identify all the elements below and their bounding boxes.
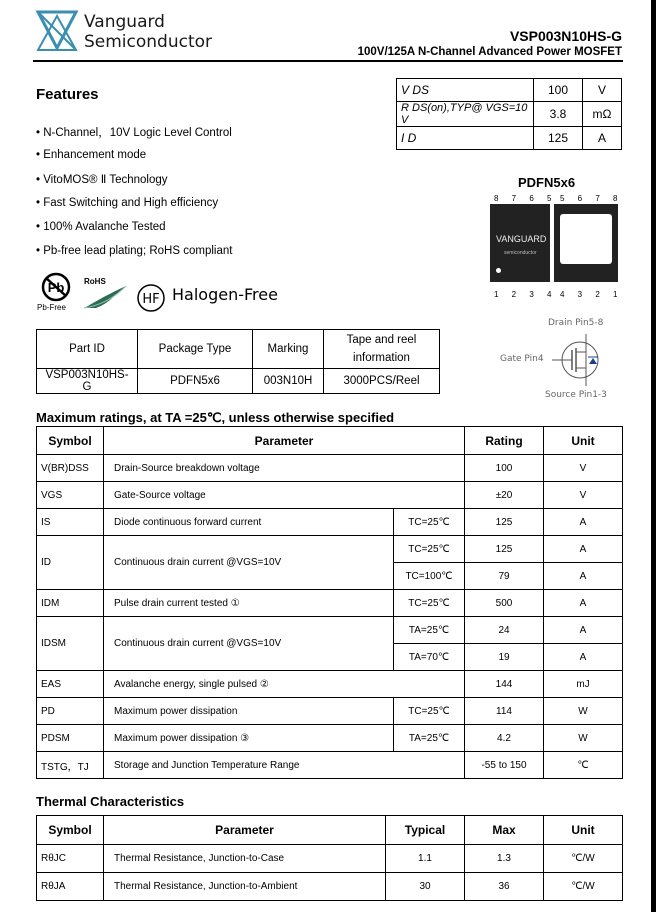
feature-item: • Fast Switching and High efficiency: [36, 197, 219, 209]
parameter: Continuous drain current @VGS=10V: [104, 536, 394, 590]
col-header: Package Type: [138, 330, 253, 369]
svg-text:Pb: Pb: [47, 280, 65, 295]
package-pins-bottom-left: 1 2 3 4: [494, 290, 557, 299]
cell: PDFN5x6: [138, 369, 253, 394]
table-row: [37, 698, 623, 725]
package-pins-bottom-right: 4 3 2 1: [560, 290, 623, 299]
thermal-header-row: [37, 816, 623, 845]
drain-label: Drain Pin5-8: [548, 318, 604, 328]
feature-item: • N-Channel，10V Logic Level Control: [36, 127, 232, 139]
spec-row: [397, 102, 622, 127]
spec-value: 100: [534, 79, 583, 102]
unit: ℃/W: [544, 845, 623, 873]
unit: W: [544, 698, 623, 725]
table-row: [37, 509, 623, 536]
halogen-free-label: Halogen-Free: [172, 285, 278, 304]
col-header: Max: [465, 816, 544, 845]
condition: TC=25℃: [394, 590, 465, 617]
part-description: 100V/125A N-Channel Advanced Power MOSFET: [357, 46, 622, 58]
pin1-dot: [496, 268, 501, 273]
spec-unit: mΩ: [583, 102, 622, 127]
symbol: PDSM: [37, 725, 104, 752]
spec-param: R DS(on),TYP@ VGS=10 V: [397, 102, 534, 127]
col-header: Marking: [253, 330, 324, 369]
feature-item: • Enhancement mode: [36, 149, 147, 161]
unit: mJ: [544, 671, 623, 698]
package-top-view: [490, 204, 550, 282]
rating: 114: [465, 698, 544, 725]
max-ratings-table: [36, 426, 623, 779]
symbol: IS: [37, 509, 104, 536]
ordering-header-row: [37, 330, 440, 369]
condition: TA=25℃: [394, 617, 465, 644]
table-row: [37, 590, 623, 617]
table-row: [37, 455, 623, 482]
cell: 3000PCS/Reel: [324, 369, 440, 394]
rohs-label: RoHS: [84, 277, 106, 286]
ordering-row: [37, 369, 440, 394]
parameter: Gate-Source voltage: [104, 482, 465, 509]
typical: 30: [386, 873, 465, 901]
unit: ℃/W: [544, 873, 623, 901]
package-pins-top-left: 8 7 6 5: [494, 194, 557, 203]
unit: ℃: [544, 752, 623, 779]
feature-item: • 100% Avalanche Tested: [36, 221, 166, 233]
source-label: Source Pin1-3: [545, 390, 607, 400]
unit: A: [544, 536, 623, 563]
table-row: [37, 845, 623, 873]
unit: A: [544, 617, 623, 644]
max: 36: [465, 873, 544, 901]
col-header: Symbol: [37, 427, 104, 455]
ordering-table: [36, 329, 440, 394]
condition: TC=100℃: [394, 563, 465, 590]
rohs-leaf-icon: [82, 284, 128, 310]
features-title: Features: [36, 86, 99, 103]
col-header: Tape and reel information: [324, 330, 440, 369]
parameter: Thermal Resistance, Junction-to-Ambient: [104, 873, 386, 901]
symbol: IDM: [37, 590, 104, 617]
col-header: Unit: [544, 427, 623, 455]
unit: W: [544, 725, 623, 752]
spec-unit: V: [583, 79, 622, 102]
svg-text:HF: HF: [142, 292, 160, 307]
spec-param: V DS: [397, 79, 534, 102]
part-number: VSP003N10HS-G: [509, 28, 622, 44]
package-pins-top-right: 5 6 7 8: [560, 194, 623, 203]
spec-value: 125: [534, 127, 583, 150]
unit: V: [544, 482, 623, 509]
unit: V: [544, 455, 623, 482]
col-header: Typical: [386, 816, 465, 845]
package-marking-sub: semiconductor: [504, 250, 537, 256]
spec-row: [397, 127, 622, 150]
symbol: RθJC: [37, 845, 104, 873]
parameter: Avalanche energy, single pulsed ②: [104, 671, 465, 698]
typical: 1.1: [386, 845, 465, 873]
table-row: [37, 873, 623, 901]
rating: 100: [465, 455, 544, 482]
feature-item: • Pb-free lead plating; RoHS compliant: [36, 245, 233, 257]
parameter: Continuous drain current @VGS=10V: [104, 617, 394, 671]
exposed-pad: [560, 214, 612, 264]
col-header: Symbol: [37, 816, 104, 845]
symbol: RθJA: [37, 873, 104, 901]
pb-free-label: Pb-Free: [37, 303, 66, 312]
rating: 24: [465, 617, 544, 644]
col-header: Unit: [544, 816, 623, 845]
parameter: Pulse drain current tested ①: [104, 590, 394, 617]
rating: 125: [465, 536, 544, 563]
parameter: Maximum power dissipation ③: [104, 725, 394, 752]
max-ratings-header-row: [37, 427, 623, 455]
unit: A: [544, 563, 623, 590]
parameter: Maximum power dissipation: [104, 698, 394, 725]
halogen-free-icon: [136, 283, 166, 313]
parameter: Storage and Junction Temperature Range: [104, 752, 465, 779]
symbol: TSTG，TJ: [37, 752, 104, 779]
pb-free-icon: [38, 272, 74, 306]
max-ratings-title: Maximum ratings, at TA =25℃, unless otherwise specified: [36, 410, 395, 425]
cell: VSP003N10HS-G: [37, 369, 138, 394]
parameter: Thermal Resistance, Junction-to-Case: [104, 845, 386, 873]
table-row: [37, 752, 623, 779]
rating: 125: [465, 509, 544, 536]
table-row: [37, 536, 623, 563]
gate-label: Gate Pin4: [500, 354, 544, 364]
symbol: PD: [37, 698, 104, 725]
spec-param: I D: [397, 127, 534, 150]
table-row: [37, 617, 623, 644]
condition: TC=25℃: [394, 536, 465, 563]
key-specs-table: [396, 78, 622, 150]
company-name: Vanguard Semiconductor: [84, 12, 213, 52]
table-row: [37, 725, 623, 752]
feature-item: • VitoMOS® Ⅱ Technology: [36, 174, 168, 186]
condition: TA=25℃: [394, 725, 465, 752]
unit: A: [544, 509, 623, 536]
col-header: Part ID: [37, 330, 138, 369]
table-row: [37, 671, 623, 698]
symbol: VGS: [37, 482, 104, 509]
header-rule: [33, 60, 623, 62]
symbol: ID: [37, 536, 104, 590]
unit: A: [544, 644, 623, 671]
rating: ±20: [465, 482, 544, 509]
symbol: EAS: [37, 671, 104, 698]
symbol: V(BR)DSS: [37, 455, 104, 482]
mosfet-symbol-icon: [552, 334, 612, 386]
col-header: Parameter: [104, 816, 386, 845]
package-marking: VANGUARD: [496, 234, 547, 244]
condition: TA=70℃: [394, 644, 465, 671]
spec-unit: A: [583, 127, 622, 150]
thermal-table: [36, 815, 623, 901]
condition: TC=25℃: [394, 509, 465, 536]
rating: 500: [465, 590, 544, 617]
condition: TC=25℃: [394, 698, 465, 725]
symbol: IDSM: [37, 617, 104, 671]
max: 1.3: [465, 845, 544, 873]
thermal-title: Thermal Characteristics: [36, 794, 185, 809]
package-title: PDFN5x6: [518, 175, 576, 190]
package-bottom-view: [554, 204, 618, 282]
unit: A: [544, 590, 623, 617]
rating: 4.2: [465, 725, 544, 752]
vanguard-logo-icon: [34, 8, 80, 54]
col-header: Parameter: [104, 427, 465, 455]
spec-row: [397, 79, 622, 102]
rating: 79: [465, 563, 544, 590]
rating: 19: [465, 644, 544, 671]
table-row: [37, 482, 623, 509]
cell: 003N10H: [253, 369, 324, 394]
parameter: Diode continuous forward current: [104, 509, 394, 536]
rating: 144: [465, 671, 544, 698]
rating: -55 to 150: [465, 752, 544, 779]
spec-value: 3.8: [534, 102, 583, 127]
parameter: Drain-Source breakdown voltage: [104, 455, 465, 482]
col-header: Rating: [465, 427, 544, 455]
page-edge-bar: [651, 0, 656, 912]
